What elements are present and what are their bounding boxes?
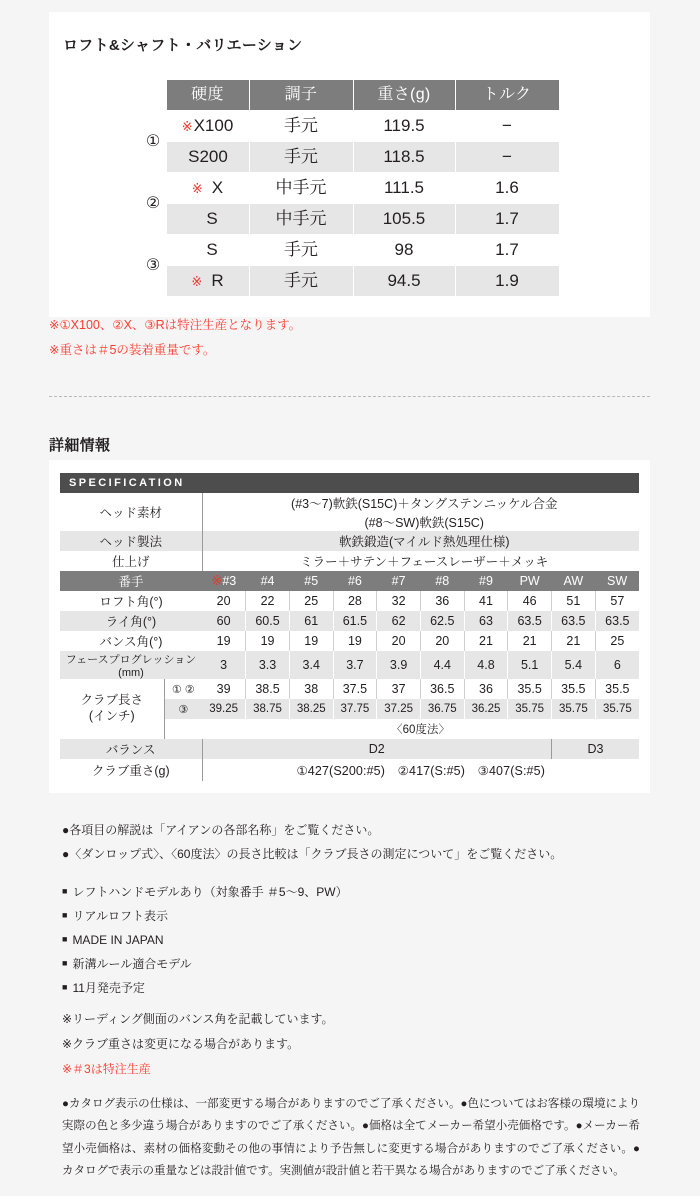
club-number-cell: SW [595,571,639,591]
spec-value: 63.5 [552,611,596,631]
table-row [140,111,559,142]
spec-value: 37.5 [333,679,377,699]
row-label-head-process: ヘッド製法 [60,531,202,551]
cell-torque: − [455,142,559,173]
spec-value: 20 [202,591,246,611]
cell-tone: 手元 [249,142,353,173]
table-row [60,679,639,699]
spec-value: 36 [464,679,508,699]
length-sub-index: ③ [164,699,202,719]
specification-card [49,460,650,793]
spec-value: 38 [289,679,333,699]
cell-tone: 中手元 [249,173,353,204]
head-material-line-1: (#3〜7)軟鉄(S15C)＋タングステンニッケル合金 [202,493,639,512]
note-item: ■ レフトハンドモデルあり（対象番手 ＃5〜9、PW） [62,880,642,904]
spec-value: 38.5 [246,679,290,699]
spec-value: 51 [552,591,596,611]
club-number-cell: #6 [333,571,377,591]
club-number-cell: #8 [420,571,464,591]
spec-value: 3.9 [377,651,421,679]
finish-value: ミラー＋サテン＋フェースレーザー＋メッキ [202,551,639,571]
table-row [60,611,639,631]
spec-value: 35.75 [552,699,596,719]
row-label-club-number: 番手 [60,571,202,591]
row-label-balance: バランス [60,739,202,759]
cell-weight: 94.5 [353,266,455,297]
row-label-head-material: ヘッド素材 [60,493,202,531]
cell-torque: − [455,111,559,142]
cell-hardness: ※ X [166,173,249,204]
group-index: ② [140,173,166,235]
red-note: ※①X100、②X、③Rは特注生産となります。 [49,318,302,332]
cell-hardness: S [166,204,249,235]
red-note: ※重さは＃5の装着重量です。 [49,343,216,358]
table-row [60,631,639,651]
spec-value: 20 [377,631,421,651]
sixty-degree-note: 〈60度法〉 [202,719,639,739]
spec-value: 61.5 [333,611,377,631]
cell-hardness: ※ X100 [166,111,249,142]
table-row [140,266,559,297]
spec-value: 6 [595,651,639,679]
spec-value: 62.5 [420,611,464,631]
spec-value: 63 [464,611,508,631]
table-row [60,759,639,781]
spec-value: 38.25 [289,699,333,719]
table-row [60,551,639,571]
table-row [140,173,559,204]
club-number-cell: #4 [246,571,290,591]
cell-weight: 119.5 [353,111,455,142]
cell-torque: 1.7 [455,204,559,235]
row-label-lie: ライ角(°) [60,611,202,631]
page-title: ロフト&シャフト・バリエーション [63,37,303,54]
footer-disclaimer: ●カタログ表示の仕様は、一部変更する場合がありますのでご了承ください。●色についてはお客様の環境により実際の色と多少違う場合がありますのでご了承ください。●価格は全てメーカー希望小売価格です。●メーカー希望小売価格は、素材の価格変動その他の事情により予告無しに変更する場合がありますのでご了承ください。●カタログで表示の重量などは設計値です。実測値が設計値と若干異なる場合がありますのでご了承ください。 [62,1098,640,1178]
spec-value: 5.4 [552,651,596,679]
group-index: ③ [140,235,166,297]
note-item: ■ 新溝ルール適合モデル [62,952,642,976]
cell-weight: 111.5 [353,173,455,204]
table-row [140,142,559,173]
spec-value: 46 [508,591,552,611]
spec-value: 19 [202,631,246,651]
col-header-index [140,80,166,111]
spec-value: 37 [377,679,421,699]
loft-shaft-card [49,12,650,317]
spec-value: 38.75 [246,699,290,719]
note-item: ●各項目の解説は「アイアンの各部名称」をご覧ください。 [62,823,380,837]
row-label-club-weight: クラブ重さ(g) [60,759,202,781]
spec-value: 41 [464,591,508,611]
spec-value: 28 [333,591,377,611]
spec-value: 35.5 [595,679,639,699]
variation-table-wrap [49,79,650,297]
club-number-cell: AW [552,571,596,591]
loft-shaft-variation-table [140,79,560,297]
spec-value: 4.8 [464,651,508,679]
row-label-club-length [60,679,164,739]
col-header-hardness: 硬度 [166,80,249,111]
spec-value: 3.7 [333,651,377,679]
spec-value: 20 [420,631,464,651]
table-row [60,531,639,551]
spec-value: 3.4 [289,651,333,679]
cell-weight: 118.5 [353,142,455,173]
cell-hardness: S200 [166,142,249,173]
table-header-row [140,80,559,111]
spec-value: 21 [552,631,596,651]
club-length-label-line2: (インチ) [88,709,135,723]
club-number-cell: #7 [377,571,421,591]
note-item: ■ リアルロフト表示 [62,904,642,928]
note-item: ■ 11月発売予定 [62,976,642,1000]
kome-mark: ※ [181,118,193,134]
spec-value: 57 [595,591,639,611]
group-index: ① [140,111,166,173]
col-header-tone: 調子 [249,80,353,111]
spec-value: 36.25 [464,699,508,719]
spec-value: 3.3 [246,651,290,679]
length-sub-index: ① ② [164,679,202,699]
spec-value: 60.5 [246,611,290,631]
col-header-weight: 重さ(g) [353,80,455,111]
club-number-cell: ※#3 [202,571,246,591]
table-row [60,651,639,679]
cell-tone: 手元 [249,266,353,297]
row-label-bounce: バンス角(°) [60,631,202,651]
table-row [60,591,639,611]
cell-hardness: ※ R [166,266,249,297]
spec-value: 21 [464,631,508,651]
row-label-loft: ロフト角(°) [60,591,202,611]
spec-value: 36.5 [420,679,464,699]
balance-main-value: D2 [202,739,552,759]
cell-hardness: S [166,235,249,266]
spec-value: 3 [202,651,246,679]
cell-tone: 手元 [249,111,353,142]
cell-torque: 1.6 [455,173,559,204]
cell-weight: 105.5 [353,204,455,235]
cell-tone: 手元 [249,235,353,266]
spec-value: 35.75 [595,699,639,719]
note-item: ■ MADE IN JAPAN [62,928,642,952]
notes-block-2 [62,1007,642,1083]
spec-value: 60 [202,611,246,631]
note-item: ●〈ダンロップ式〉、〈60度法〉の長さ比較は「クラブ長さの測定について」をご覧ください。 [62,847,563,861]
table-row [140,204,559,235]
spec-value: 36.75 [420,699,464,719]
spec-value: 35.5 [552,679,596,699]
spec-value: 35.75 [508,699,552,719]
notes-block-1 [62,818,642,1000]
spec-value: 39.25 [202,699,246,719]
spec-value: 63.5 [595,611,639,631]
club-number-cell: #5 [289,571,333,591]
kome-mark: ※ [211,573,223,588]
row-label-face-progression: フェースプログレッション(mm) [60,651,202,679]
variation-red-notes [49,316,650,367]
spec-value: 19 [333,631,377,651]
club-length-label-line1: クラブ長さ [80,693,143,708]
spec-value: 21 [508,631,552,651]
spec-value: 5.1 [508,651,552,679]
balance-sub-value: D3 [552,739,640,759]
spec-value: 61 [289,611,333,631]
spec-value: 63.5 [508,611,552,631]
club-number-cell: #9 [464,571,508,591]
cell-weight: 98 [353,235,455,266]
table-row [140,235,559,266]
spec-value: 25 [289,591,333,611]
spec-value: 36 [420,591,464,611]
spec-value: 37.25 [377,699,421,719]
kome-mark: ※ [191,273,203,289]
spec-value: 19 [246,631,290,651]
head-process-value: 軟鉄鍛造(マイルド熱処理仕様) [202,531,639,551]
col-header-torque: トルク [455,80,559,111]
spec-value: 22 [246,591,290,611]
row-label-finish: 仕上げ [60,551,202,571]
note-item-red: ※＃3は特注生産 [62,1062,151,1077]
spec-value: 4.4 [420,651,464,679]
cell-torque: 1.7 [455,235,559,266]
table-row [60,739,639,759]
cell-tone: 中手元 [249,204,353,235]
spec-value: 32 [377,591,421,611]
spec-value: 37.75 [333,699,377,719]
kome-mark: ※ [191,180,203,196]
spec-value: 25 [595,631,639,651]
detail-section-title: 詳細情報 [49,437,111,455]
spec-value: 62 [377,611,421,631]
specification-header: SPECIFICATION [60,473,639,493]
head-material-line-2: (#8〜SW)軟鉄(S15C) [202,512,639,531]
club-weight-value: ①427(S200:#5) ②417(S:#5) ③407(S:#5) [202,759,639,781]
cell-torque: 1.9 [455,266,559,297]
club-number-header-row [60,571,639,591]
spec-value: 19 [289,631,333,651]
spec-value: 39 [202,679,246,699]
spec-value: 35.5 [508,679,552,699]
table-row [60,493,639,512]
note-item: ※リーディング側面のバンス角を記載しています。 [62,1012,334,1026]
specification-table [60,493,639,781]
section-divider [49,396,650,397]
note-item: ※クラブ重さは変更になる場合があります。 [62,1037,300,1052]
club-number-cell: PW [508,571,552,591]
notes-spacer [62,866,642,880]
